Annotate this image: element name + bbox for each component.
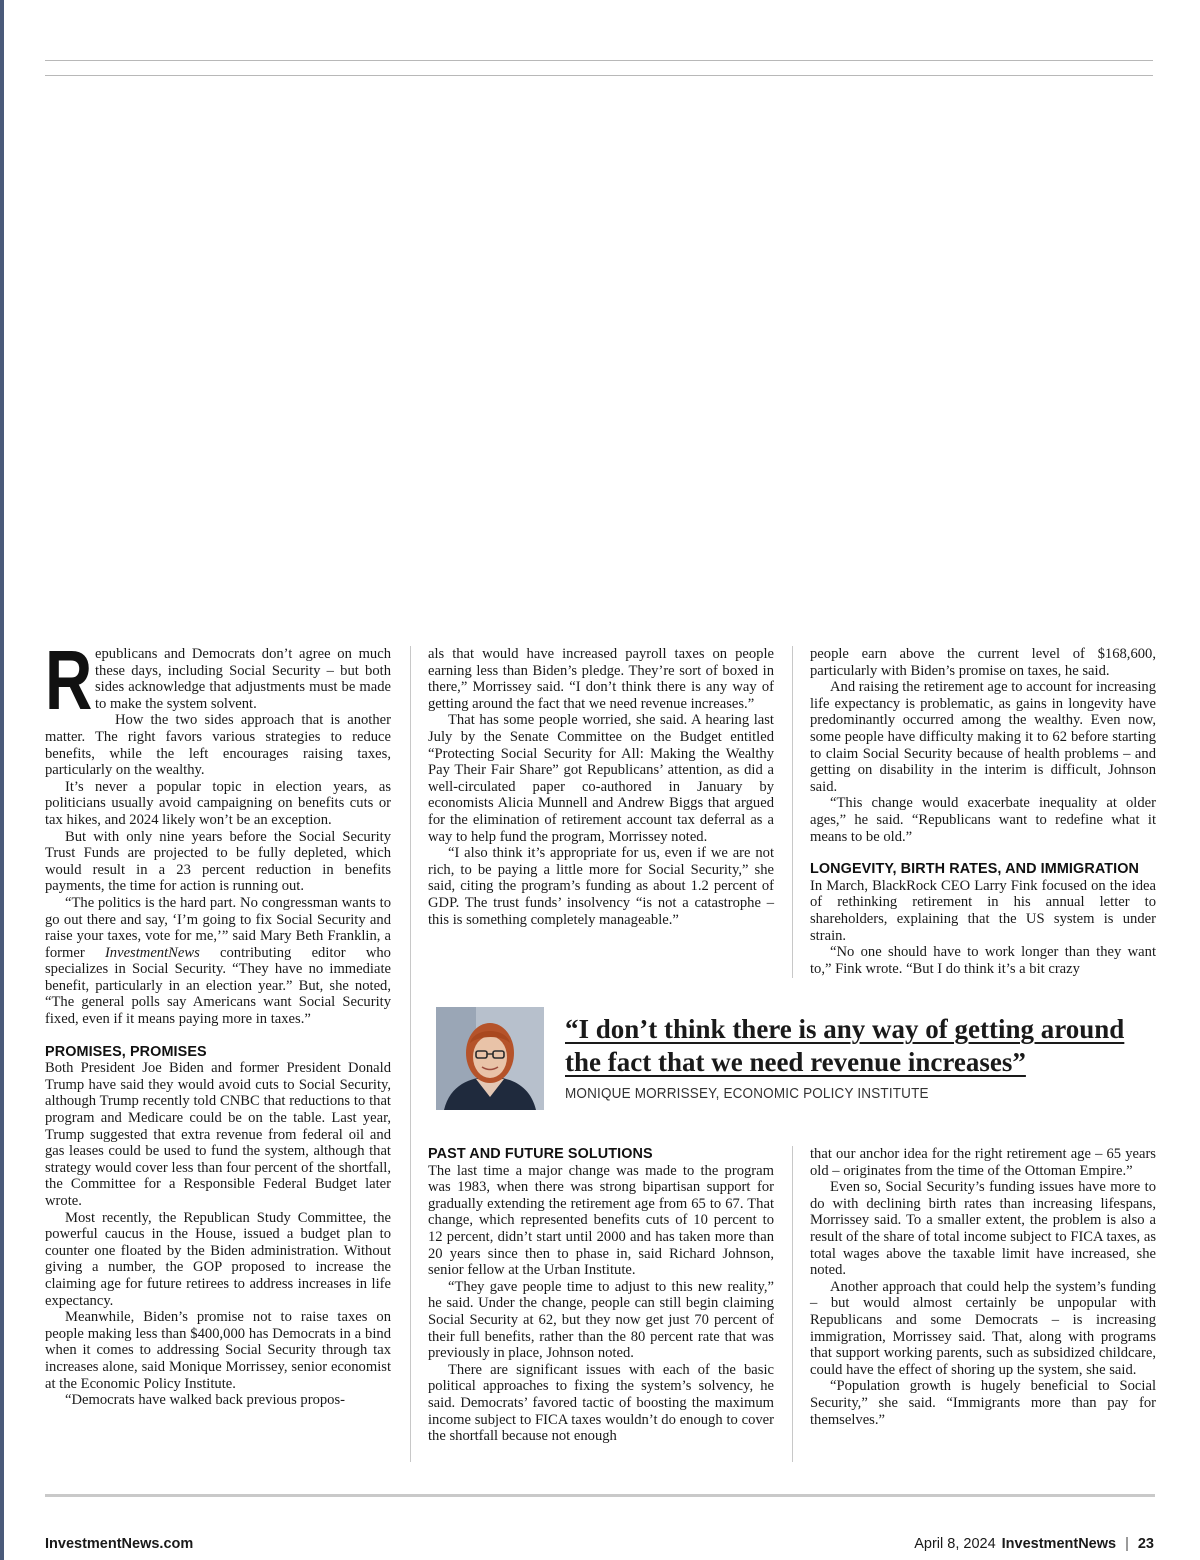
pull-quote — [565, 1013, 1165, 1079]
pull-quote-line-2: the fact that we need revenue increases” — [565, 1047, 1026, 1077]
paragraph: Another approach that could help the system’s funding – but would almost certainly be unpopular with Republicans and some Democrats – is increasing immigration, Morrissey said. That, along with programs that support working parents, such as subsidized childcare, could have the effect of shoring up the system, she said. — [810, 1278, 1156, 1378]
header-rule-bottom — [45, 75, 1153, 76]
portrait-illustration — [436, 1007, 544, 1110]
column-divider — [792, 1146, 793, 1462]
column-divider — [410, 646, 411, 1462]
paragraph: Both President Joe Biden and former President Donald Trump have said they would avoid cuts to Social Security, although Trump recently told CNBC that reductions to that program and Medicare could be on the table. Last year, Trump suggested that extra revenue from federal oil and gas leases could be used to fund the system, although that strategy would cover less than four percent of the shortfall, the Committee for a Responsible Federal Budget later wrote. — [45, 1060, 391, 1209]
article-column-1 — [45, 633, 391, 1409]
column-divider — [792, 646, 793, 978]
footer-folio — [914, 1536, 1154, 1552]
footer-rule — [45, 1494, 1155, 1497]
page-edge-strip — [0, 0, 4, 1560]
paragraph: “I also think it’s appropriate for us, even if we are not rich, to be paying a little more for Social Security,” she said, citing the program’s funding as about 1.2 percent of GDP. The trust funds’ insolvency “is not a catastrophe – this is something completely manageable.” — [428, 845, 774, 928]
paragraph — [45, 895, 391, 1028]
paragraph: Most recently, the Republican Study Committee, the powerful caucus in the House, issued a budget plan to counter one floated by the Biden administration. Without giving a number, the GOP proposed to increase the claiming age for future retirees to address increases in life expectancy. — [45, 1209, 391, 1309]
portrait-photo — [436, 1007, 544, 1110]
paragraph: How the two sides approach that is another matter. The right favors various strategies to reduce benefits, while the left encourages raising taxes, particularly on the wealthy. — [45, 712, 391, 779]
footer-site-url: InvestmentNews.com — [45, 1536, 194, 1552]
paragraph: that our anchor idea for the right retirement age – 65 years old – originates from the time of the Ottoman Empire.” — [810, 1146, 1156, 1179]
paragraph: “Population growth is hugely beneficial to Social Security,” she said. “Immigrants more than pay for themselves.” — [810, 1378, 1156, 1428]
header-rule-top — [45, 60, 1153, 61]
article-column-2-bottom — [428, 1146, 774, 1445]
lead-text: epublicans and Democrats don’t agree on much these days, including Social Security – but both sides acknowledge that adjustments must be made to make the system solvent. — [95, 646, 391, 712]
paragraph: als that would have increased payroll taxes on people earning less than Biden’s pledge. They’re sort of boxed in there,” Morrissey said. “I don’t think there is any way of getting around the fact that we need revenue increases.” — [428, 646, 774, 712]
pull-quote-line-1: “I don’t think there is any way of getting around — [565, 1014, 1125, 1044]
footer-separator: | — [1125, 1536, 1129, 1552]
section-heading-longevity: LONGEVITY, BIRTH RATES, AND IMMIGRATION — [810, 861, 1140, 878]
page-number: 23 — [1137, 1536, 1154, 1552]
footer-date: April 8, 2024 — [914, 1536, 996, 1552]
pull-quote-attribution: MONIQUE MORRISSEY, ECONOMIC POLICY INSTITUTE — [565, 1085, 929, 1102]
article-column-3-top — [810, 646, 1156, 977]
paragraph: In March, BlackRock CEO Larry Fink focused on the idea of rethinking retirement in his annual letter to shareholders, explaining that the US system is under strain. — [810, 877, 1156, 944]
footer-publication: InvestmentNews — [1001, 1536, 1117, 1552]
paragraph: And raising the retirement age to account for increasing life expectancy is problematic, as gains in longevity have predominantly occurred among the wealthy. Even now, some people have difficulty making it to 62 before starting to claim Social Security because of health problems – and getting on disability in the interim is difficult, Johnson said. — [810, 679, 1156, 795]
paragraph: It’s never a popular topic in election years, as politicians usually avoid campaigning on benefits cuts or tax hikes, and 2024 likely won’t be an exception. — [45, 778, 391, 828]
drop-cap: R — [45, 633, 93, 727]
paragraph: “No one should have to work longer than they want to,” Fink wrote. “But I do think it’s a bit crazy — [810, 944, 1156, 977]
paragraph: The last time a major change was made to the program was 1983, when there was strong bipartisan support for gradually extending the retirement age from 65 to 67. That change, which represented benefits cuts of 10 percent to 12 percent, didn’t start until 2000 and has taken more than 20 years since then to phase in, said Richard Johnson, senior fellow at the Urban Institute. — [428, 1162, 774, 1279]
paragraph-text: contributing editor who specializes in Social Security. “They have no immediate benefit, particularly in an election year.” But, she noted, “The general polls say Americans want Social Security fixed, even if it means paying more in taxes.” — [45, 944, 391, 1028]
article-column-2-top — [428, 646, 774, 928]
paragraph-text: “The politics is the hard part. No congressman wants to go out there and say, ‘I’m going to fix Social Security and raise your taxes, vote for me,’” said Mary Beth Franklin, a former — [45, 894, 391, 961]
publication-name: InvestmentNews — [104, 944, 200, 961]
article-column-3-bottom — [810, 1146, 1156, 1428]
paragraph: “They gave people time to adjust to this new reality,” he said. Under the change, people can still begin claiming Social Security at 62, but they now get just 70 percent of their full benefits, rather than the 80 percent rate that was previously in place, Johnson noted. — [428, 1278, 774, 1362]
paragraph: “Democrats have walked back previous propos- — [65, 1392, 346, 1409]
section-heading-past-future: PAST AND FUTURE SOLUTIONS — [428, 1146, 653, 1162]
paragraph: people earn above the current level of $168,600, particularly with Biden’s promise on taxes, he said. — [810, 646, 1156, 679]
paragraph: Meanwhile, Biden’s promise not to raise taxes on people making less than $400,000 has Democrats in a bind when it comes to addressing Social Security through tax increases alone, said Monique Morrissey, senior economist at the Economic Policy Institute. — [45, 1309, 391, 1392]
lead-paragraph — [45, 633, 391, 727]
paragraph: There are significant issues with each of the basic political approaches to fixing the system’s solvency, he said. Democrats’ favored tactic of boosting the maximum income subject to FICA taxes wouldn’t do enough to cover the shortfall because not enough — [428, 1361, 774, 1445]
paragraph: “This change would exacerbate inequality at older ages,” he said. “Republicans want to redefine what it means to be old.” — [810, 795, 1156, 845]
paragraph: Even so, Social Security’s funding issues have more to do with declining birth rates than increasing lifespans, Morrissey said. To a smaller extent, the problem is also a result of the share of total income subject to FICA taxes, as total wages above the taxable limit have increased, she noted. — [810, 1179, 1156, 1279]
paragraph: That has some people worried, she said. A hearing last July by the Senate Committee on the Budget entitled “Protecting Social Security for All: Making the Wealthy Pay Their Fair Share” got Republicans’ attention, as did a well-circulated paper co-authored in January by economists Alicia Munnell and Andrew Biggs that argued for the elimination of retirement account tax deferral as a way to help fund the program, Morrissey noted. — [428, 712, 774, 845]
paragraph: But with only nine years before the Social Security Trust Funds are projected to be fully depleted, which would result in a 23 percent reduction in benefits payments, the time for action is running out. — [45, 828, 391, 895]
section-heading-promises: PROMISES, PROMISES — [45, 1043, 207, 1060]
